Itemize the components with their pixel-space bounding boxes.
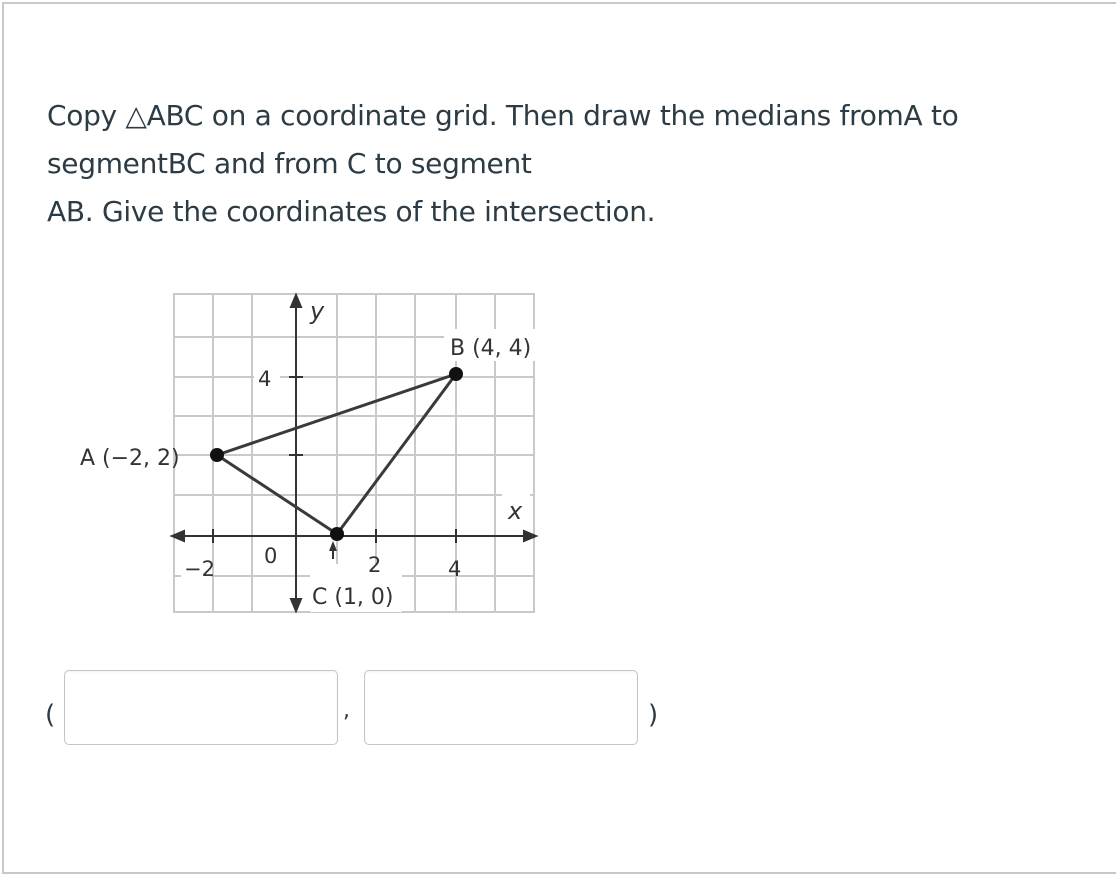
close-paren: ) — [648, 700, 659, 730]
point-b-label: B (4, 4) — [450, 336, 532, 361]
point-a-marker — [210, 448, 224, 462]
question-line-3: AB. Give the coordinates of the intersection. — [47, 195, 656, 228]
point-c-label: C (1, 0) — [312, 585, 394, 610]
open-paren: ( — [45, 700, 56, 730]
answer-row — [4, 670, 1120, 748]
x-axis-label: x — [508, 497, 523, 525]
y-axis-arrow-up — [291, 295, 301, 307]
coordinate-grid-figure — [74, 289, 554, 624]
comma-separator: , — [343, 698, 350, 723]
y-coordinate-input[interactable] — [364, 670, 638, 745]
point-b-marker — [449, 367, 463, 381]
tick-label-2: 2 — [368, 553, 382, 577]
tick-label-neg2: −2 — [184, 557, 215, 581]
tick-label-0: 0 — [264, 544, 278, 568]
question-text — [47, 92, 1047, 236]
tick-label-4-x: 4 — [448, 557, 462, 581]
question-card — [2, 2, 1116, 874]
point-c-marker — [330, 527, 344, 541]
question-line-1: Copy △ABC on a coordinate grid. Then draw the medians fromA to — [47, 99, 959, 132]
y-axis-arrow-down — [291, 599, 301, 611]
tick-label-4-y: 4 — [258, 367, 272, 391]
y-axis-label: y — [310, 297, 325, 325]
question-line-2: segmentBC and from C to segment — [47, 147, 532, 180]
x-coordinate-input[interactable] — [64, 670, 338, 745]
point-a-label: A (−2, 2) — [80, 446, 180, 471]
